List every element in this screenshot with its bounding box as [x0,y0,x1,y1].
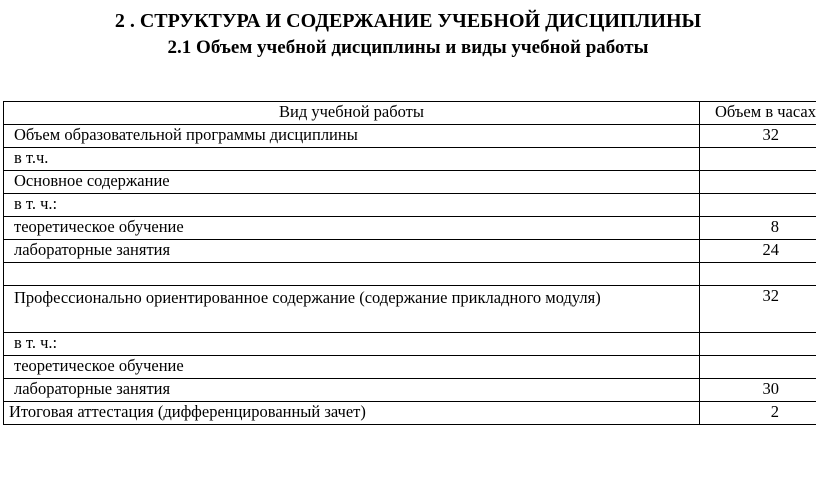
workload-table [3,101,816,425]
table-row-empty [4,263,816,286]
row-value [700,356,816,379]
row-label: теоретическое обучение [4,217,700,240]
table-row [4,194,816,217]
row-value: 8 [700,217,816,240]
row-value [700,263,816,286]
row-label: Объем образовательной программы дисциплины [4,125,700,148]
row-label: в т.ч. [4,148,700,171]
row-label: Основное содержание [4,171,700,194]
table-header-row [4,102,816,125]
row-label: в т. ч.: [4,194,700,217]
row-value [700,194,816,217]
row-value: 30 [700,379,816,402]
row-label [4,263,700,286]
row-value [700,171,816,194]
column-header-work-type: Вид учебной работы [4,102,700,125]
row-label: в т. ч.: [4,333,700,356]
table-row [4,217,816,240]
section-title: 2 . СТРУКТУРА И СОДЕРЖАНИЕ УЧЕБНОЙ ДИСЦИПЛИНЫ [114,10,702,32]
row-label: теоретическое обучение [4,356,700,379]
row-value [700,333,816,356]
row-value: 32 [700,286,816,333]
column-header-hours: Объем в часах [700,102,816,125]
table-row [4,148,816,171]
table-row [4,333,816,356]
row-label: лабораторные занятия [4,240,700,263]
row-value: 32 [700,125,816,148]
table-row [4,125,816,148]
table-row [4,286,816,333]
row-label: Итоговая аттестация (дифференцированный зачет) [4,402,700,425]
table-row [4,240,816,263]
row-label: Профессионально ориентированное содержание (содержание прикладного модуля) [4,286,700,333]
table-row-total [4,402,816,425]
row-value: 24 [700,240,816,263]
row-value: 2 [700,402,816,425]
table-row [4,171,816,194]
row-value [700,148,816,171]
row-label: лабораторные занятия [4,379,700,402]
table-row [4,379,816,402]
subsection-title: 2.1 Объем учебной дисциплины и виды учебной работы [167,37,649,58]
table-row [4,356,816,379]
